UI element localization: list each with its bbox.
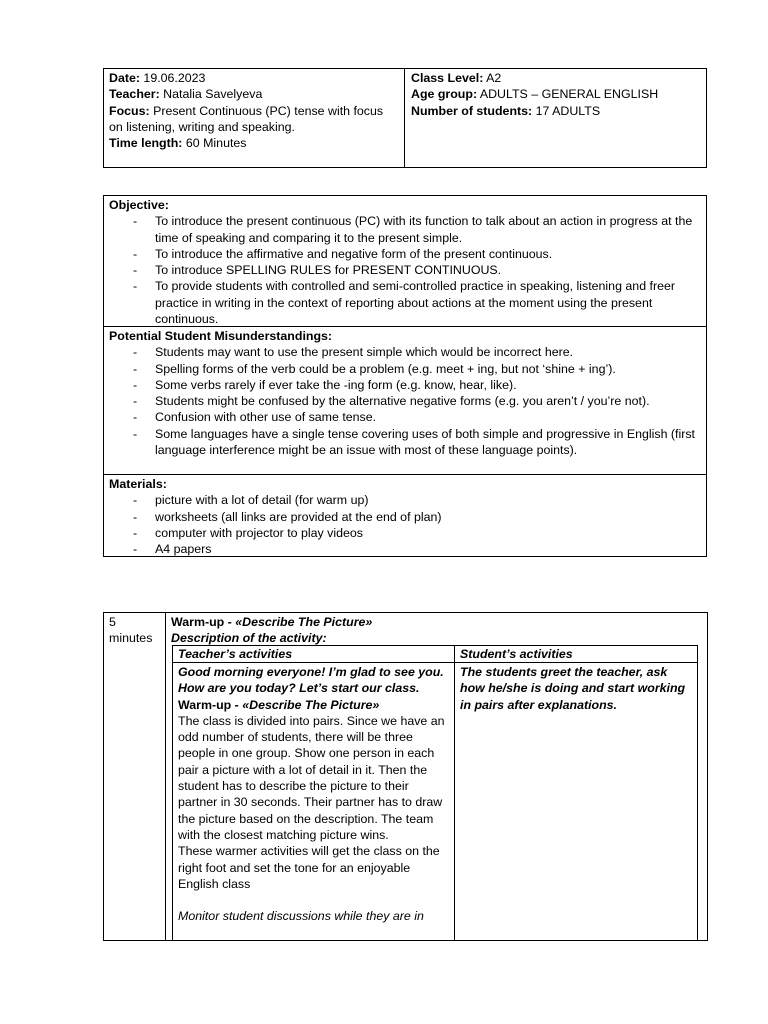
subtable-bottom-rule bbox=[172, 940, 698, 941]
teacher-instructions-2: These warmer activities will get the class on the right foot and set the tone for an enjoyable English class bbox=[178, 844, 440, 891]
time-length-line: Time length: 60 Minutes bbox=[109, 136, 247, 151]
teacher-activities-header: Teacher’s activities bbox=[173, 646, 454, 663]
date-line: Date: 19.06.2023 bbox=[109, 71, 206, 85]
teacher-column bbox=[173, 646, 455, 941]
activity-time-cell bbox=[104, 613, 166, 940]
materials-section bbox=[104, 474, 706, 558]
age-group-line: Age group: ADULTS – GENERAL ENGLISH bbox=[411, 87, 659, 102]
objective-section bbox=[104, 196, 706, 326]
list-item: - Confusion with other use of same tense. bbox=[109, 409, 700, 425]
teacher-greeting-1: Good morning everyone! I’m glad to see you. bbox=[178, 665, 444, 679]
materials-heading: Materials: bbox=[109, 477, 167, 491]
teacher-activities-body bbox=[173, 663, 454, 925]
materials-list bbox=[109, 492, 700, 557]
list-item: - Some verbs rarely if ever take the -ing form (e.g. know, hear, like). bbox=[109, 377, 700, 393]
header-table bbox=[103, 68, 707, 168]
student-activities-header: Student’s activities bbox=[455, 646, 697, 663]
teacher-instructions: The class is divided into pairs. Since we have an odd number of students, there will be three people in one group. Show one person in each pair a picture with a lot of detail in it. Then the student has to describe the picture to their partner in 30 seconds. Their partner has to draw the picture based on the description. The team with the closest matching picture wins. bbox=[178, 713, 445, 842]
focus-line: Focus: Present Continuous (PC) tense with focus on listening, writing and speaking. bbox=[109, 103, 384, 134]
students-count-line: Number of students: 17 ADULTS bbox=[411, 103, 601, 118]
teacher-line: Teacher: Natalia Savelyeva bbox=[109, 87, 263, 102]
list-item: - To introduce SPELLING RULES for PRESENT CONTINUOUS. bbox=[109, 262, 700, 278]
list-item: - Spelling forms of the verb could be a problem (e.g. meet + ing, but not ‘shine + ing’). bbox=[109, 361, 700, 377]
objective-heading: Objective: bbox=[109, 198, 169, 212]
class-level-line: Class Level: A2 bbox=[411, 71, 502, 85]
misunderstandings-list bbox=[109, 344, 700, 458]
objective-list bbox=[109, 213, 700, 327]
activity-duration: 5 minutes bbox=[109, 615, 153, 646]
list-item: - Some languages have a single tense covering uses of both simple and progressive in English (first language interference might be an issue with most of these language points). bbox=[109, 426, 700, 459]
teacher-monitor-note: Monitor student discussions while they are in bbox=[178, 909, 424, 924]
list-item: - worksheets (all links are provided at the end of plan) bbox=[109, 509, 700, 525]
teacher-greeting-2: How are you today? Let’s start our class. bbox=[178, 681, 420, 696]
list-item: - To introduce the present continuous (PC) with its function to talk about an action in progress at the time of speaking and comparing it to the present simple. bbox=[109, 213, 700, 246]
list-item: - Students might be confused by the alternative negative forms (e.g. you aren’t / you’re not). bbox=[109, 393, 700, 409]
list-item: - picture with a lot of detail (for warm up) bbox=[109, 492, 700, 508]
activity-description-label: Description of the activity: bbox=[171, 631, 327, 646]
activities-subtable bbox=[172, 645, 698, 941]
list-item: - Students may want to use the present simple which would be incorrect here. bbox=[109, 344, 700, 360]
teacher-warmup-title: Warm-up - «Describe The Picture» bbox=[178, 697, 380, 712]
list-item: - To provide students with controlled and semi-controlled practice in speaking, listening and freer practice in writing in the context of reporting about actions at the moment using the present continuous. bbox=[109, 278, 700, 327]
plan-details-table bbox=[103, 195, 707, 557]
activity-content-cell bbox=[166, 613, 707, 940]
student-column bbox=[455, 646, 697, 941]
activity-table bbox=[103, 612, 708, 941]
misunderstandings-heading: Potential Student Misunderstandings: bbox=[109, 329, 333, 343]
misunderstandings-section bbox=[104, 326, 706, 474]
header-left-cell bbox=[104, 69, 405, 167]
student-activities-body: The students greet the teacher, ask how he/she is doing and start working in pairs after explanations. bbox=[460, 665, 686, 712]
header-right-cell bbox=[405, 69, 706, 167]
list-item: - To introduce the affirmative and negative form of the present continuous. bbox=[109, 246, 700, 262]
activity-title: Warm-up - «Describe The Picture» bbox=[171, 615, 373, 629]
list-item: - A4 papers bbox=[109, 541, 700, 557]
list-item: - computer with projector to play videos bbox=[109, 525, 700, 541]
